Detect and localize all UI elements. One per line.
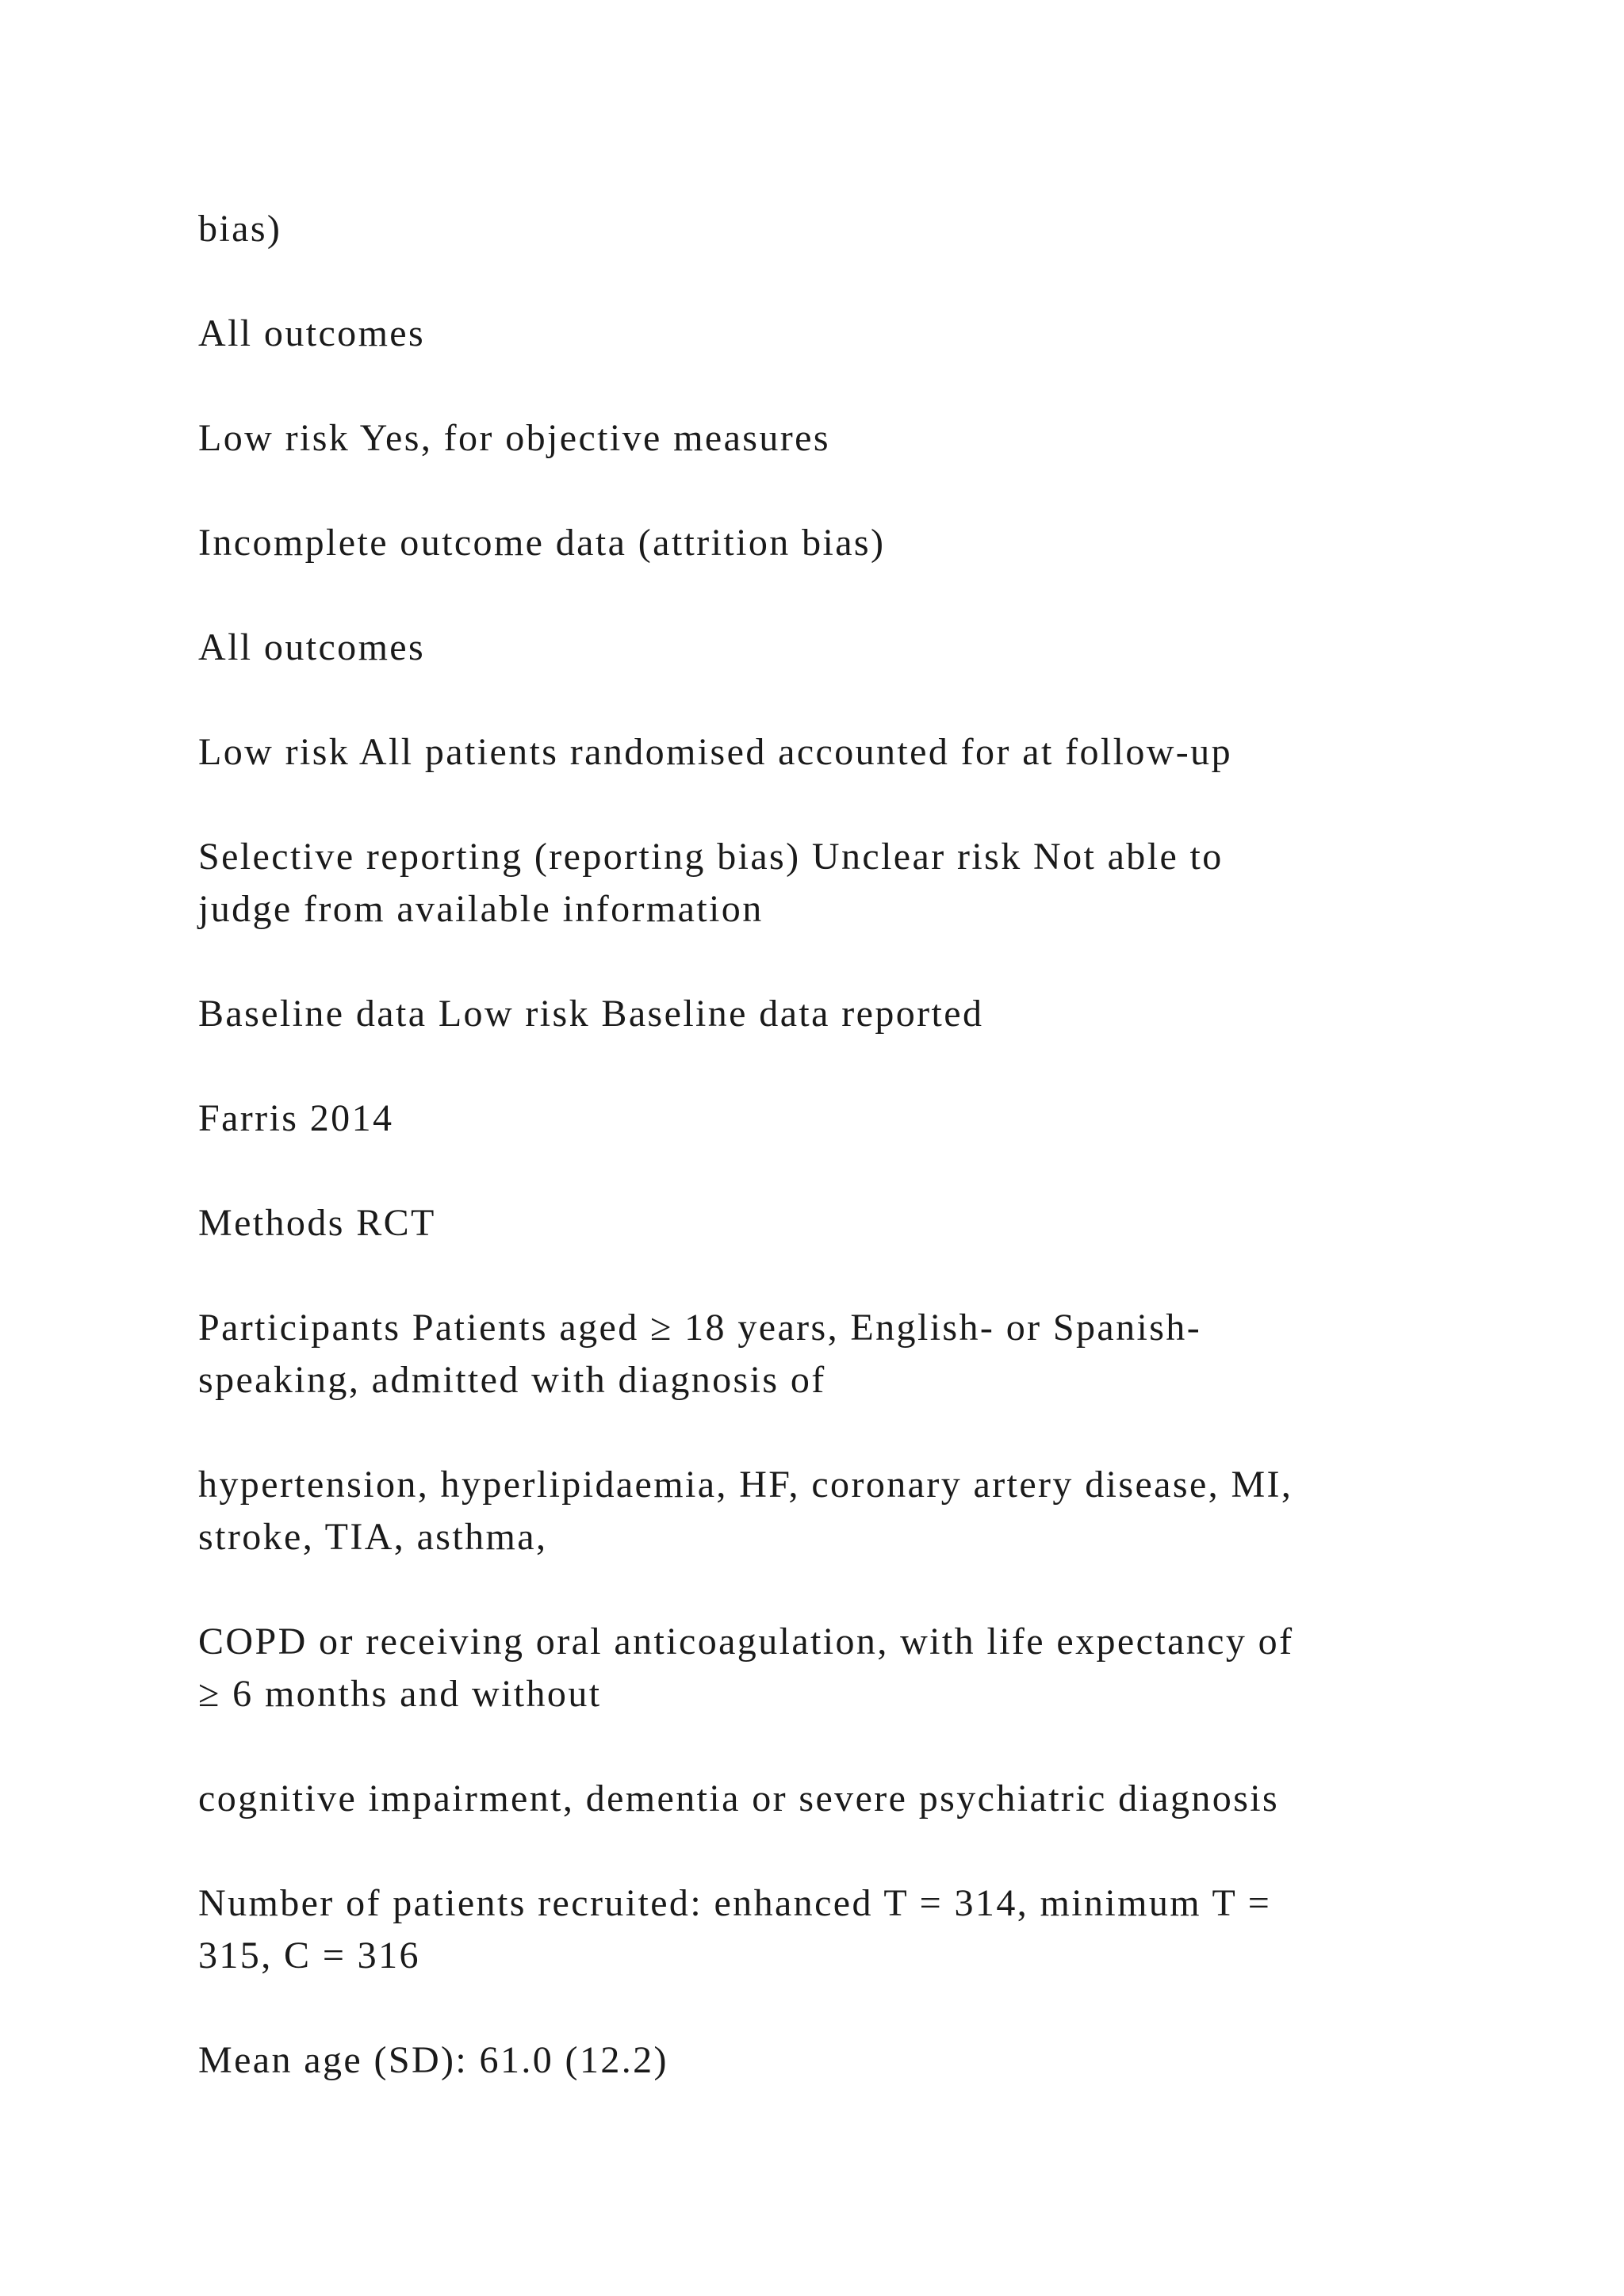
paragraph-mean-age bbox=[198, 2034, 1467, 2087]
paragraph-all-outcomes bbox=[198, 308, 1467, 360]
paragraph-all-outcomes-2 bbox=[198, 622, 1467, 674]
paragraph-bias-continued bbox=[198, 203, 1467, 255]
text-line: bias) bbox=[198, 208, 282, 250]
text-line: All outcomes bbox=[198, 626, 426, 668]
text-line: COPD or receiving oral anticoagulation, with life expectancy of bbox=[198, 1621, 1294, 1663]
paragraph-patients-recruited bbox=[198, 1877, 1467, 1982]
paragraph-selective-reporting bbox=[198, 831, 1467, 936]
paragraph-low-risk-follow-up bbox=[198, 726, 1467, 779]
text-line: speaking, admitted with diagnosis of bbox=[198, 1359, 826, 1401]
text-line: cognitive impairment, dementia or severe psychiatric diagnosis bbox=[198, 1777, 1280, 1820]
text-line: stroke, TIA, asthma, bbox=[198, 1516, 548, 1558]
text-line: Selective reporting (reporting bias) Unclear risk Not able to bbox=[198, 836, 1224, 878]
paragraph-study-heading bbox=[198, 1093, 1467, 1145]
paragraph-copd bbox=[198, 1616, 1467, 1720]
text-line: Participants Patients aged ≥ 18 years, English- or Spanish- bbox=[198, 1307, 1202, 1349]
text-line: Mean age (SD): 61.0 (12.2) bbox=[198, 2039, 668, 2081]
text-line: judge from available information bbox=[198, 888, 764, 930]
text-line: All outcomes bbox=[198, 312, 426, 354]
paragraph-baseline-data bbox=[198, 988, 1467, 1040]
text-line: Farris 2014 bbox=[198, 1097, 394, 1139]
paragraph-incomplete-outcome-data bbox=[198, 517, 1467, 569]
text-line: Low risk Yes, for objective measures bbox=[198, 417, 830, 459]
text-line: ≥ 6 months and without bbox=[198, 1673, 602, 1715]
paragraph-exclusions bbox=[198, 1773, 1467, 1825]
text-line: 315, C = 316 bbox=[198, 1934, 420, 1976]
text-line: Number of patients recruited: enhanced T = 314, minimum T = bbox=[198, 1882, 1272, 1924]
text-line: Low risk All patients randomised accounted for at follow-up bbox=[198, 731, 1232, 773]
text-line: Baseline data Low risk Baseline data reported bbox=[198, 993, 984, 1035]
text-line: Incomplete outcome data (attrition bias) bbox=[198, 522, 886, 564]
paragraph-participants bbox=[198, 1302, 1467, 1406]
paragraph-diagnoses bbox=[198, 1459, 1467, 1563]
text-line: hypertension, hyperlipidaemia, HF, coronary artery disease, MI, bbox=[198, 1464, 1293, 1506]
text-line: Methods RCT bbox=[198, 1202, 436, 1244]
paragraph-low-risk-objective bbox=[198, 412, 1467, 465]
paragraph-methods bbox=[198, 1197, 1467, 1249]
